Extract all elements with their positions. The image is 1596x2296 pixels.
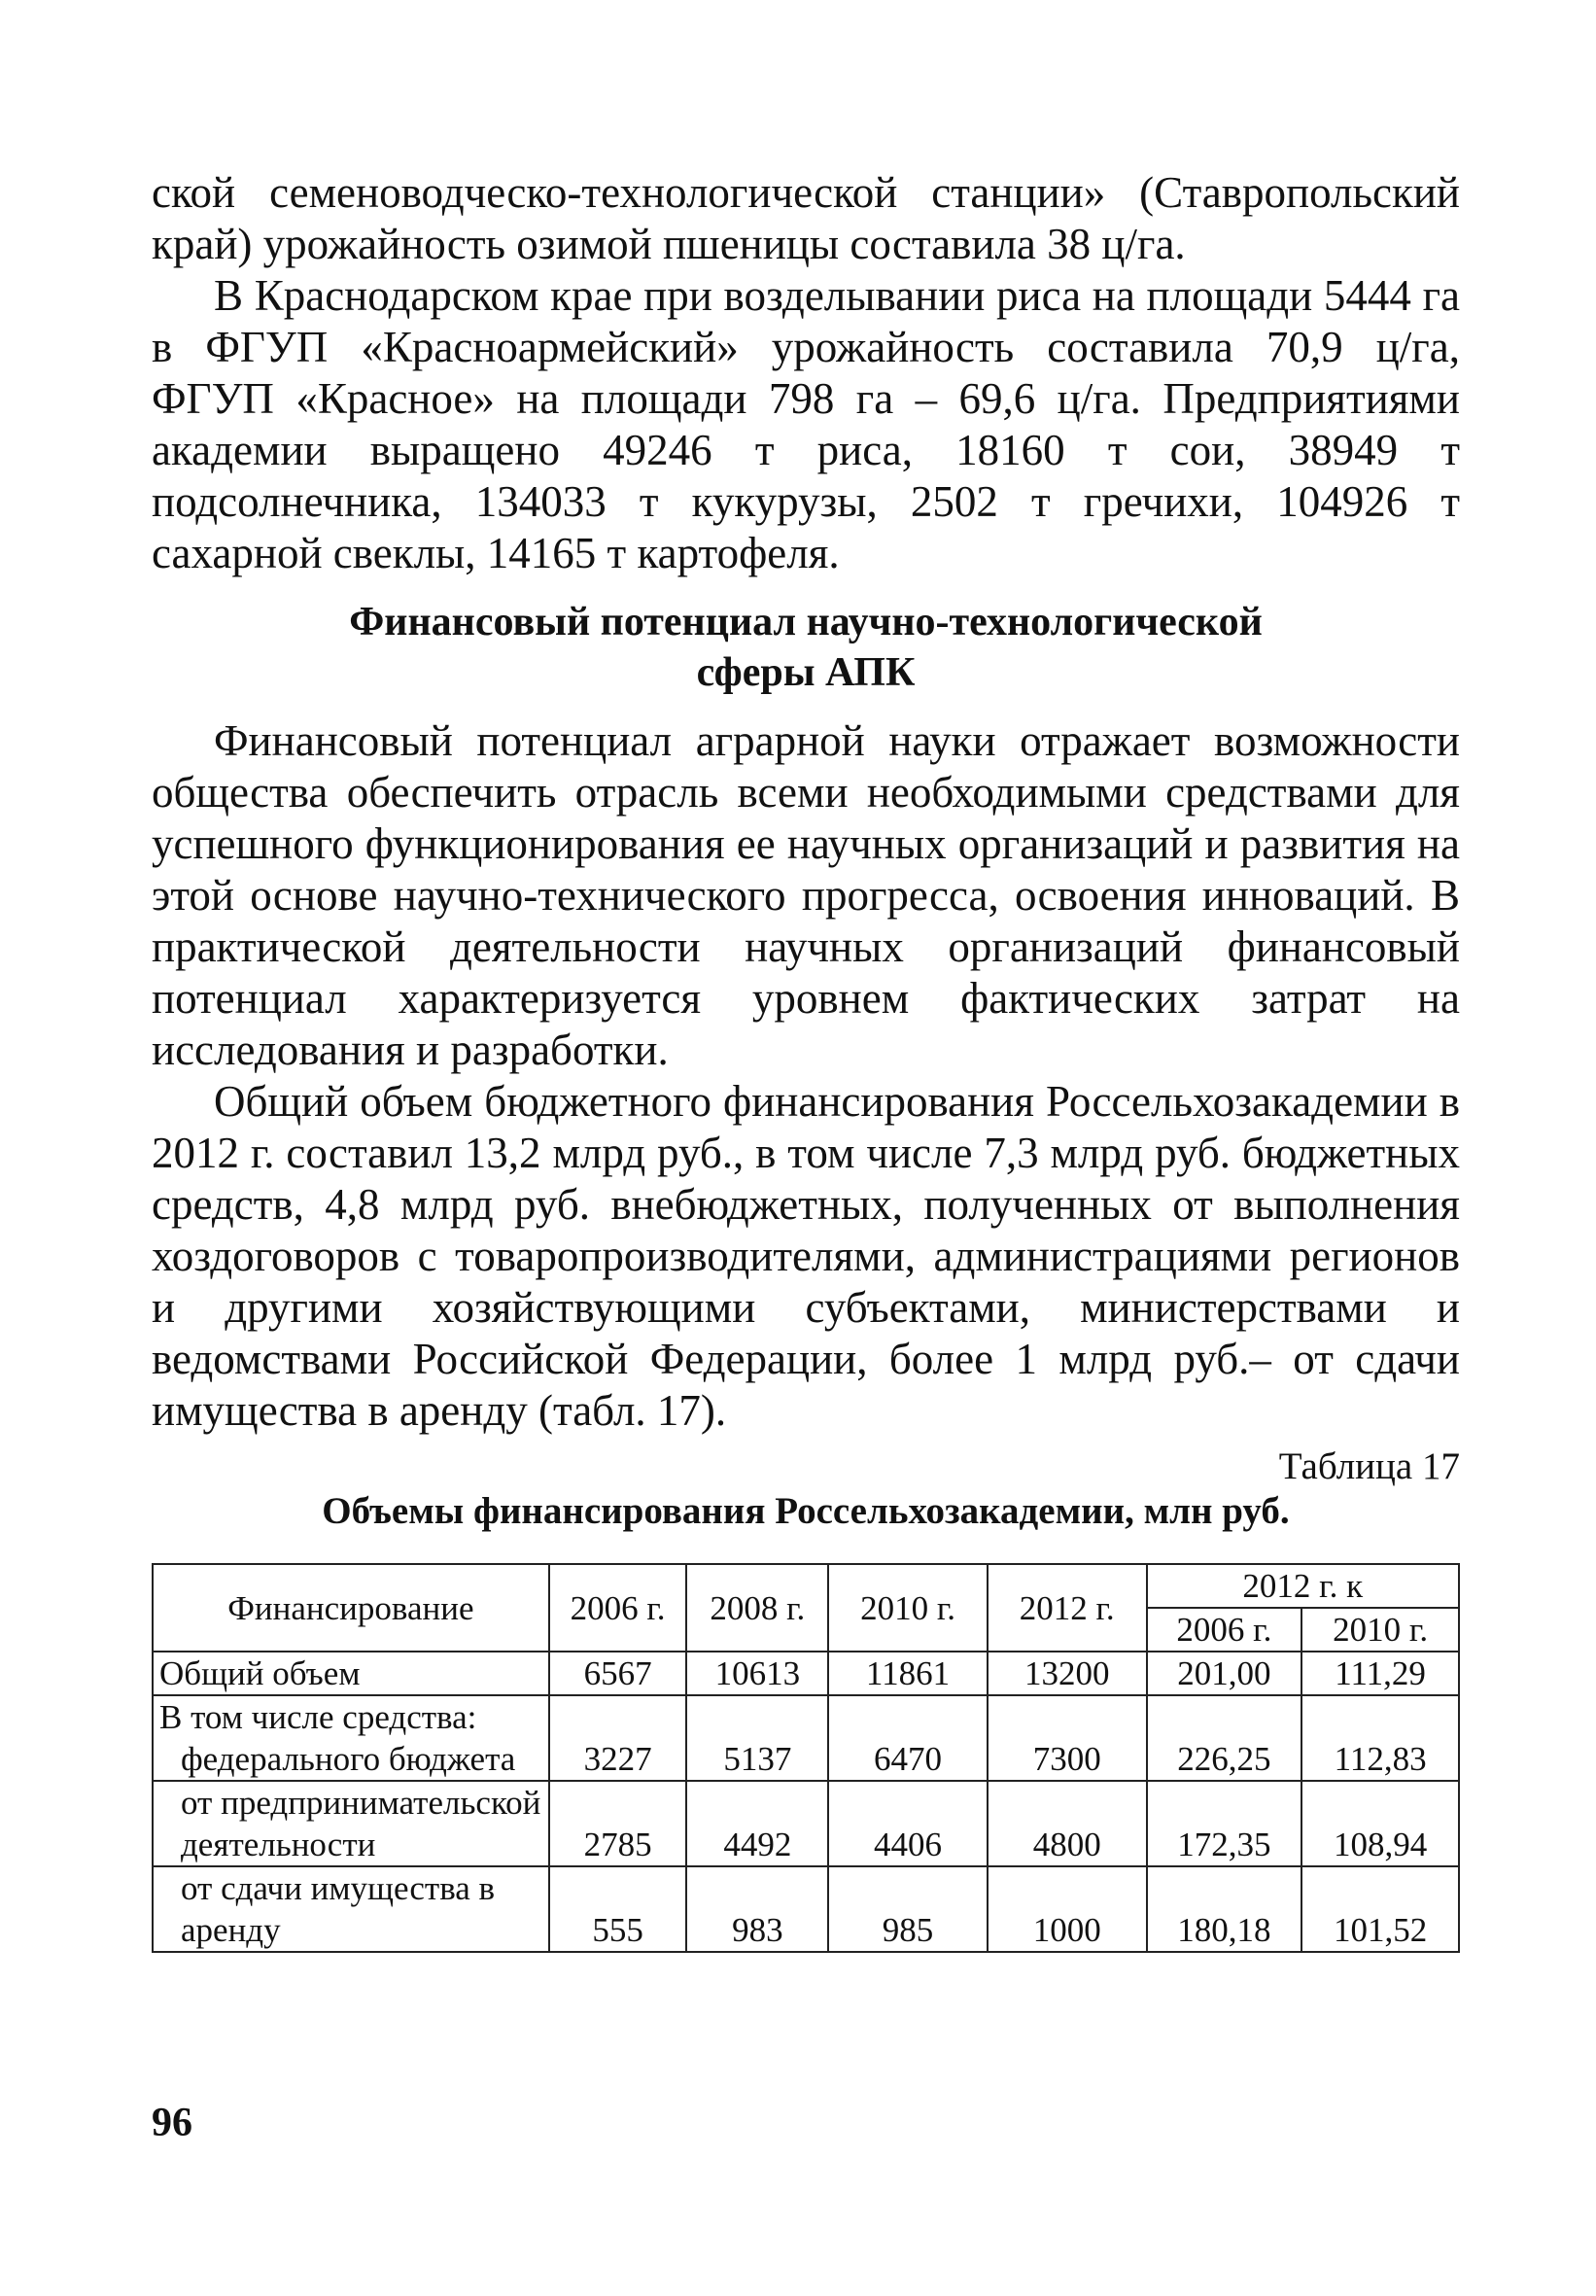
cell-2010: 4406 [828,1781,988,1866]
cell-2010: 6470 [828,1695,988,1781]
cell-2012: 4800 [988,1781,1147,1866]
cell-ratio-2010: 108,94 [1301,1781,1459,1866]
cell-2006: 6567 [549,1652,687,1695]
cell-ratio-2006: 180,18 [1147,1866,1302,1952]
cell-2006: 555 [549,1866,687,1952]
header-ratio-2006: 2006 г. [1147,1608,1302,1652]
header-2012: 2012 г. [988,1564,1147,1652]
cell-2010: 985 [828,1866,988,1952]
table-row [153,1652,1459,1695]
row-label-main: федерального бюджета [181,1740,516,1778]
cell-ratio-2006: 226,25 [1147,1695,1302,1781]
section-heading-line-1: Финансовый потенциал научно-технологической [349,600,1263,644]
section-heading [152,597,1460,698]
cell-ratio-2010: 112,83 [1301,1695,1459,1781]
page-body [152,167,1460,1953]
header-ratio-group: 2012 г. к [1147,1564,1459,1608]
row-label-prefix: В том числе средства: [159,1698,477,1736]
cell-2012: 7300 [988,1695,1147,1781]
row-label: Общий объем [153,1652,549,1695]
cell-2006: 3227 [549,1695,687,1781]
cell-2012: 1000 [988,1866,1147,1952]
paragraph-4: Общий объем бюджетного финансирования Россельхозакадемии в 2012 г. составил 13,2 млрд руб., в том числе 7,3 млрд руб. бюджетных средств, 4,8 млрд руб. внебюджетных, полученных от выполнения хоздоговоров с товаропроизводителями, администрациями регионов и другими хозяйствующими субъектами, министерствами и ведомствами Российской Федерации, более 1 млрд руб.– от сдачи имущества в аренду (табл. 17). [152,1077,1460,1435]
page-number: 96 [152,2101,192,2145]
table-row [153,1866,1459,1952]
table-row [153,1695,1459,1781]
cell-ratio-2006: 172,35 [1147,1781,1302,1866]
cell-2008: 10613 [686,1652,828,1695]
section-heading-line-2: сферы АПК [696,650,916,695]
header-2010: 2010 г. [828,1564,988,1652]
row-label: от сдачи имущества в аренду [153,1866,549,1952]
paragraph-2: В Краснодарском крае при возделывании риса на площади 5444 га в ФГУП «Красноармейский» урожайность составила 70,9 ц/га, ФГУП «Красное» на площади 798 га – 69,6 ц/га. Предприятиями академии выращено 49246 т риса, 18160 т сои, 38949 т подсолнечника, 134033 т кукурузы, 2502 т гречихи, 104926 т сахарной свеклы, 14165 т картофеля. [152,271,1460,577]
paragraph-3: Финансовый потенциал аграрной науки отражает возможности общества обеспечить отрасль всеми необходимыми средствами для успешного функционирования ее научных организаций и развития на этой основе научно-технического прогресса, освоения инноваций. В практической деятельности научных организаций финансовый потенциал характеризуется уровнем фактических затрат на исследования и разработки. [152,716,1460,1074]
header-ratio-2010: 2010 г. [1301,1608,1459,1652]
cell-2008: 983 [686,1866,828,1952]
table-number: Таблица 17 [1278,1445,1460,1487]
row-label: от предпринимательской деятельности [153,1781,549,1866]
header-2006: 2006 г. [549,1564,687,1652]
cell-2012: 13200 [988,1652,1147,1695]
table-row [153,1781,1459,1866]
cell-2008: 5137 [686,1695,828,1781]
cell-ratio-2006: 201,00 [1147,1652,1302,1695]
cell-2010: 11861 [828,1652,988,1695]
table-title: Объемы финансирования Россельхозакадемии, млн руб. [322,1490,1290,1532]
financing-table [152,1563,1460,1953]
paragraph-1: ской семеноводческо-технологической станции» (Ставропольский край) урожайность озимой пшеницы составила 38 ц/га. [152,168,1460,268]
cell-2008: 4492 [686,1781,828,1866]
cell-ratio-2010: 111,29 [1301,1652,1459,1695]
cell-ratio-2010: 101,52 [1301,1866,1459,1952]
cell-2006: 2785 [549,1781,687,1866]
row-label [153,1695,549,1781]
header-2008: 2008 г. [686,1564,828,1652]
header-financing: Финансирование [153,1564,549,1652]
table-header-row [153,1564,1459,1608]
